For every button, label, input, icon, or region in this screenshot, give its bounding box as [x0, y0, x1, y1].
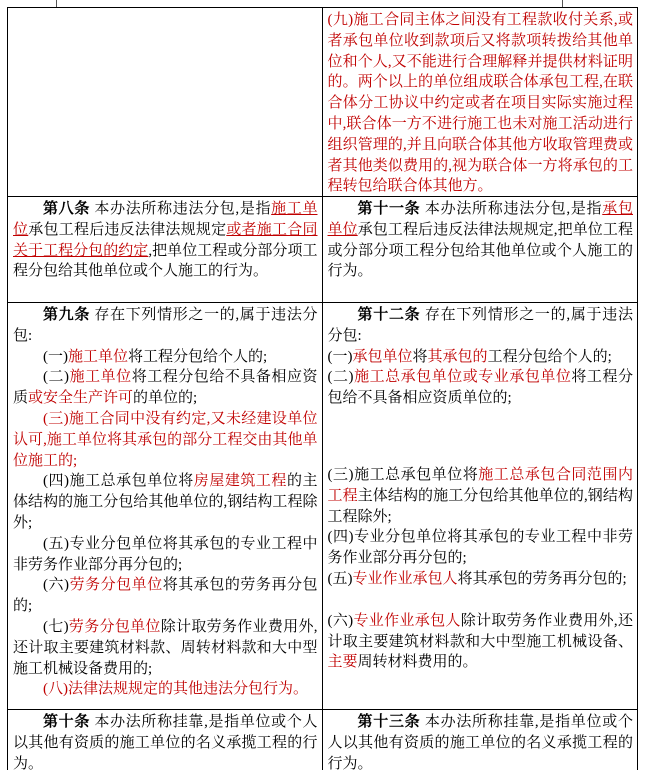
paragraph: [13, 617, 318, 679]
body-text: 承包工程后违反法律法规规定,把单位工程或分部分项工程分包给其他单位或个人施工的行为。: [327, 221, 633, 280]
paragraph: [13, 347, 318, 368]
body-text: (四)施工总承包单位将: [43, 473, 194, 490]
paragraph: [13, 534, 318, 576]
revised-text: 其承包的: [427, 348, 488, 365]
body-text: (一): [43, 348, 68, 365]
revised-text: 或安全生产许可: [28, 390, 134, 407]
paragraph: [328, 199, 633, 282]
table-cell-right: [323, 710, 637, 770]
paragraph: [328, 569, 633, 590]
top-remnant-divider-left: [56, 0, 57, 7]
top-remnant-divider-right: [562, 0, 563, 7]
paragraph: [328, 465, 633, 527]
body-text: 将其承包的劳务再分包的;: [457, 570, 627, 587]
body-text: 将工程分包给不具备相应资质: [13, 369, 318, 407]
revised-text: 施工总承包合同范围内工程: [327, 466, 633, 504]
table-row: [8, 8, 637, 197]
table-cell-right: [323, 197, 637, 302]
body-text: (一): [327, 348, 353, 365]
body-text: 第十条: [43, 714, 90, 730]
revised-text: 或者施工合同关于工程分包的约定: [13, 221, 318, 259]
body-text: (五): [327, 570, 353, 587]
body-text: 的主体结构的施工分包给其他单位的,钢结构工程除外;: [13, 473, 318, 531]
body-text: 将: [412, 348, 428, 365]
paragraph: [13, 367, 318, 409]
table-cell-left: [8, 710, 323, 770]
paragraph: [13, 679, 318, 700]
table-row: [8, 303, 637, 710]
revised-text: 劳务分包单位: [68, 618, 161, 635]
table-cell-left: [8, 197, 323, 302]
body-text: (七): [43, 618, 69, 635]
body-text: 第十二条: [357, 307, 421, 323]
paragraph: [328, 527, 633, 569]
body-text: 本办法所称挂靠,是指单位或个人以其他有资质的施工单位的名义承揽工程的行为。: [327, 714, 633, 770]
body-text: (六): [327, 612, 354, 629]
paragraph: [13, 409, 318, 471]
body-text: (三)施工总承包单位将: [327, 466, 479, 483]
revised-text: 主要: [327, 654, 358, 671]
paragraph: [13, 199, 318, 282]
body-text: 主体结构的施工分包给其他单位的,钢结构工程除外;: [327, 487, 633, 525]
body-text: 除计取劳务作业费用外,还计取主要建筑材料款、周转材料款和大中型施工机械设备费用的;: [13, 618, 318, 677]
table-row: [8, 197, 637, 303]
body-text: 的单位的;: [133, 390, 198, 407]
body-text: 存在下列情形之一的,属于违法分包:: [13, 307, 318, 344]
paragraph: [328, 367, 633, 409]
table-row: [8, 710, 637, 770]
table-cell-left: [8, 303, 323, 709]
revised-text: 承包单位: [327, 201, 633, 238]
body-text: 承包工程后违反法律法规规定: [28, 221, 227, 238]
body-text: 本办法所称违法分包,是指: [420, 201, 603, 217]
revised-text: 专业作业承包人: [352, 570, 458, 587]
revised-text: 施工总承包单位或专业承包单位: [353, 369, 572, 386]
paragraph: [13, 305, 318, 347]
revised-text: (八)法律法规规定的其他违法分包行为。: [43, 681, 308, 698]
paragraph: [328, 347, 633, 368]
body-text: 本办法所称挂靠,是指单位或个人以其他有资质的施工单位的名义承揽工程的行为。: [13, 714, 318, 770]
body-text: (五)专业分包单位将其承包的专业工程中非劳务作业部分再分包的;: [13, 535, 318, 573]
revised-text: (九)施工合同主体之间没有工程款收付关系,或者承包单位收到款项后又将款项转拨给其他单位和个人,又不能进行合理解释并提供材料证明的。两个以上的单位组成联合体承包工程,在联合体分工协议中约定或者在项目实际实施过程中,联合体一方不进行施工也未对施工活动进行组织管理的,并且向联合体其他方收取管理费或者其他类似费用的,视为联合体一方将承包的工程转包给联合体其他方。: [327, 12, 633, 195]
paragraph: [328, 305, 633, 347]
revised-text: 劳务分包单位: [69, 577, 163, 594]
body-text: 将其承包的劳务再分包的;: [13, 577, 318, 615]
table-cell-right: [323, 8, 637, 196]
body-text: 工程分包给个人的;: [487, 348, 612, 365]
paragraph: [13, 575, 318, 617]
body-text: 除计取劳务作业费用外,还计取主要建筑材料款和大中型施工机械设备、: [327, 612, 633, 650]
revised-text: 施工单位: [13, 201, 318, 238]
revised-text: 房屋建筑工程: [193, 473, 287, 490]
revised-text: 施工单位: [69, 369, 132, 386]
body-text: 第八条: [43, 201, 90, 217]
body-text: (二): [327, 369, 354, 386]
paragraph: [328, 10, 633, 196]
paragraph: [328, 611, 633, 673]
revised-text: (三)施工合同中没有约定,又未经建设单位认可,施工单位将其承包的部分工程交由其他单位施工的;: [13, 410, 318, 469]
body-text: 第十三条: [357, 714, 421, 730]
revised-text: 施工单位: [68, 348, 129, 365]
body-text: 第十一条: [357, 201, 421, 217]
body-text: (六): [43, 577, 70, 594]
body-text: (二): [43, 369, 70, 386]
body-text: 存在下列情形之一的,属于违法分包:: [327, 307, 633, 344]
body-text: (四)专业分包单位将其承包的专业工程中非劳务作业部分再分包的;: [327, 529, 633, 567]
paragraph: [13, 712, 318, 770]
comparison-table: [7, 7, 638, 770]
body-text: ,把单位工程或分部分项工程分包给其他单位或个人施工的行为。: [13, 242, 318, 280]
revised-text: 专业作业承包人: [353, 612, 461, 629]
body-text: 本办法所称违法分包,是指: [90, 201, 272, 217]
paragraph: [328, 712, 633, 770]
paragraph: [13, 471, 318, 533]
body-text: 周转材料费用的。: [357, 654, 478, 671]
body-text: 第九条: [43, 307, 90, 323]
table-cell-right: [323, 303, 637, 709]
body-text: 将工程分包给不具备相应资质单位的;: [327, 369, 633, 407]
table-cell-left: [8, 8, 323, 196]
body-text: 将工程分包给个人的;: [128, 348, 268, 365]
revised-text: 承包单位: [352, 348, 413, 365]
